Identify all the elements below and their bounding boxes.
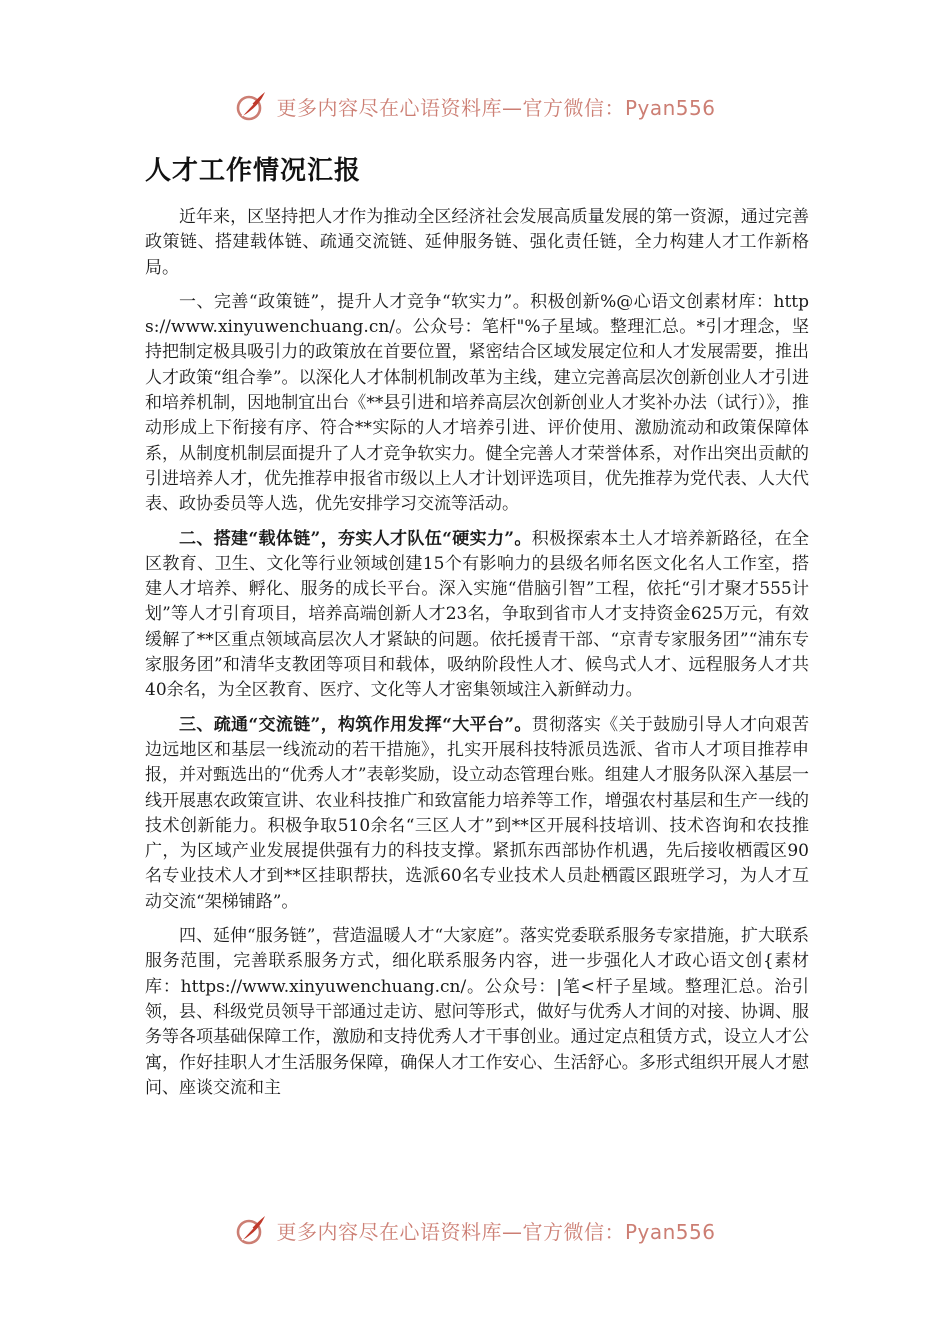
- paragraph-exchange-chain: [145, 713, 809, 915]
- paragraph-lead: 三、疏通“交流链”，构筑作用发挥“大平台”。: [179, 714, 532, 735]
- paragraph-text: 积极探索本土人才培养新路径，在全区教育、卫生、文化等行业领域创建15个有影响力的县级名师名医文化名人工作室，搭建人才培养、孵化、服务的成长平台。深入实施“借脑引智”工程，依托“引才聚才555计划”等人才引育项目，培养高端创新人才23名，争取到省市人才支持资金625万元，有效缓解了**区重点领域高层次人才紧缺的问题。依托援青干部、“京青专家服务团”“浦东专家服务团”和清华支教团等项目和载体，吸纳阶段性人才、候鸟式人才、远程服务人才共40余名，为全区教育、医疗、文化等人才密集领域注入新鲜动力。: [145, 528, 810, 701]
- document-body: [145, 205, 809, 1110]
- feather-pen-circle-icon: [234, 1213, 268, 1247]
- paragraph-text: 四、延伸“服务链”，营造温暖人才“大家庭”。落实党委联系服务专家措施，扩大联系服务范围，完善联系服务方式，细化联系服务内容，进一步强化人才政心语文创{素材库：https://www.xinyuwenchuang.cn/。公众号：|笔<杆子星域。整理汇总。治引领，县、科级党员领导干部通过走访、慰问等形式，做好与优秀人才间的对接、协调、服务等各项基础保障工作，激励和支持优秀人才干事创业。通过定点租赁方式，设立人才公寓，作好挂职人才生活服务保障，确保人才工作安心、生活舒心。多形式组织开展人才慰问、座谈交流和主: [145, 926, 809, 1098]
- watermark-text: 更多内容尽在心语资料库—官方微信：Pyan556: [276, 95, 716, 120]
- top-watermark: [0, 84, 950, 128]
- paragraph-service-chain: [145, 924, 809, 1101]
- paragraph-intro: [145, 205, 809, 281]
- document-title: 人才工作情况汇报: [145, 156, 362, 186]
- paragraph-carrier-chain: [145, 527, 809, 704]
- paragraph-policy-chain: [145, 290, 809, 518]
- watermark-text: 更多内容尽在心语资料库—官方微信：Pyan556: [276, 1219, 716, 1244]
- paragraph-text: 贯彻落实《关于鼓励引导人才向艰苦边远地区和基层一线流动的若干措施》，扎实开展科技特派员选派、省市人才项目推荐申报，并对甄选出的“优秀人才”表彰奖励，设立动态管理台账。组建人才服务队深入基层一线开展惠农政策宣讲、农业科技推广和致富能力培养等工作，增强农村基层和生产一线的技术创新能力。积极争取510余名“三区人才”到**区开展科技培训、技术咨询和农技推广，为区域产业发展提供强有力的科技支撑。紧抓东西部协作机遇，先后接收栖霞区90名专业技术人才到**区挂职帮扶，选派60名专业技术人员赴栖霞区跟班学习，为人才互动交流“架梯铺路”。: [145, 714, 810, 912]
- paragraph-text: 一、完善“政策链”，提升人才竞争“软实力”。积极创新%@心语文创素材库：https://www.xinyuwenchuang.cn/。公众号：笔杆"%子星域。整理汇总。*引才理念，坚持把制定极具吸引力的政策放在首要位置，紧密结合区域发展定位和人才发展需要，推出人才政策“组合拳”。以深化人才体制机制改革为主线，建立完善高层次创新创业人才引进和培养机制，因地制宜出台《**县引进和培养高层次创新创业人才奖补办法（试行）》，推动形成上下衔接有序、符合**实际的人才培养引进、评价使用、激励流动和政策保障体系，从制度机制层面提升了人才竞争软实力。健全完善人才荣誉体系，对作出突出贡献的引进培养人才，优先推荐申报省市级以上人才计划评选项目，优先推荐为党代表、人大代表、政协委员等人选，优先安排学习交流等活动。: [145, 291, 809, 515]
- bottom-watermark: [0, 1208, 950, 1252]
- feather-pen-circle-icon: [234, 89, 268, 123]
- paragraph-text: 近年来，区坚持把人才作为推动全区经济社会发展高质量发展的第一资源，通过完善政策链、搭建载体链、疏通交流链、延伸服务链、强化责任链，全力构建人才工作新格局。: [145, 207, 809, 278]
- paragraph-lead: 二、搭建“载体链”，夯实人才队伍“硬实力”。: [179, 528, 532, 549]
